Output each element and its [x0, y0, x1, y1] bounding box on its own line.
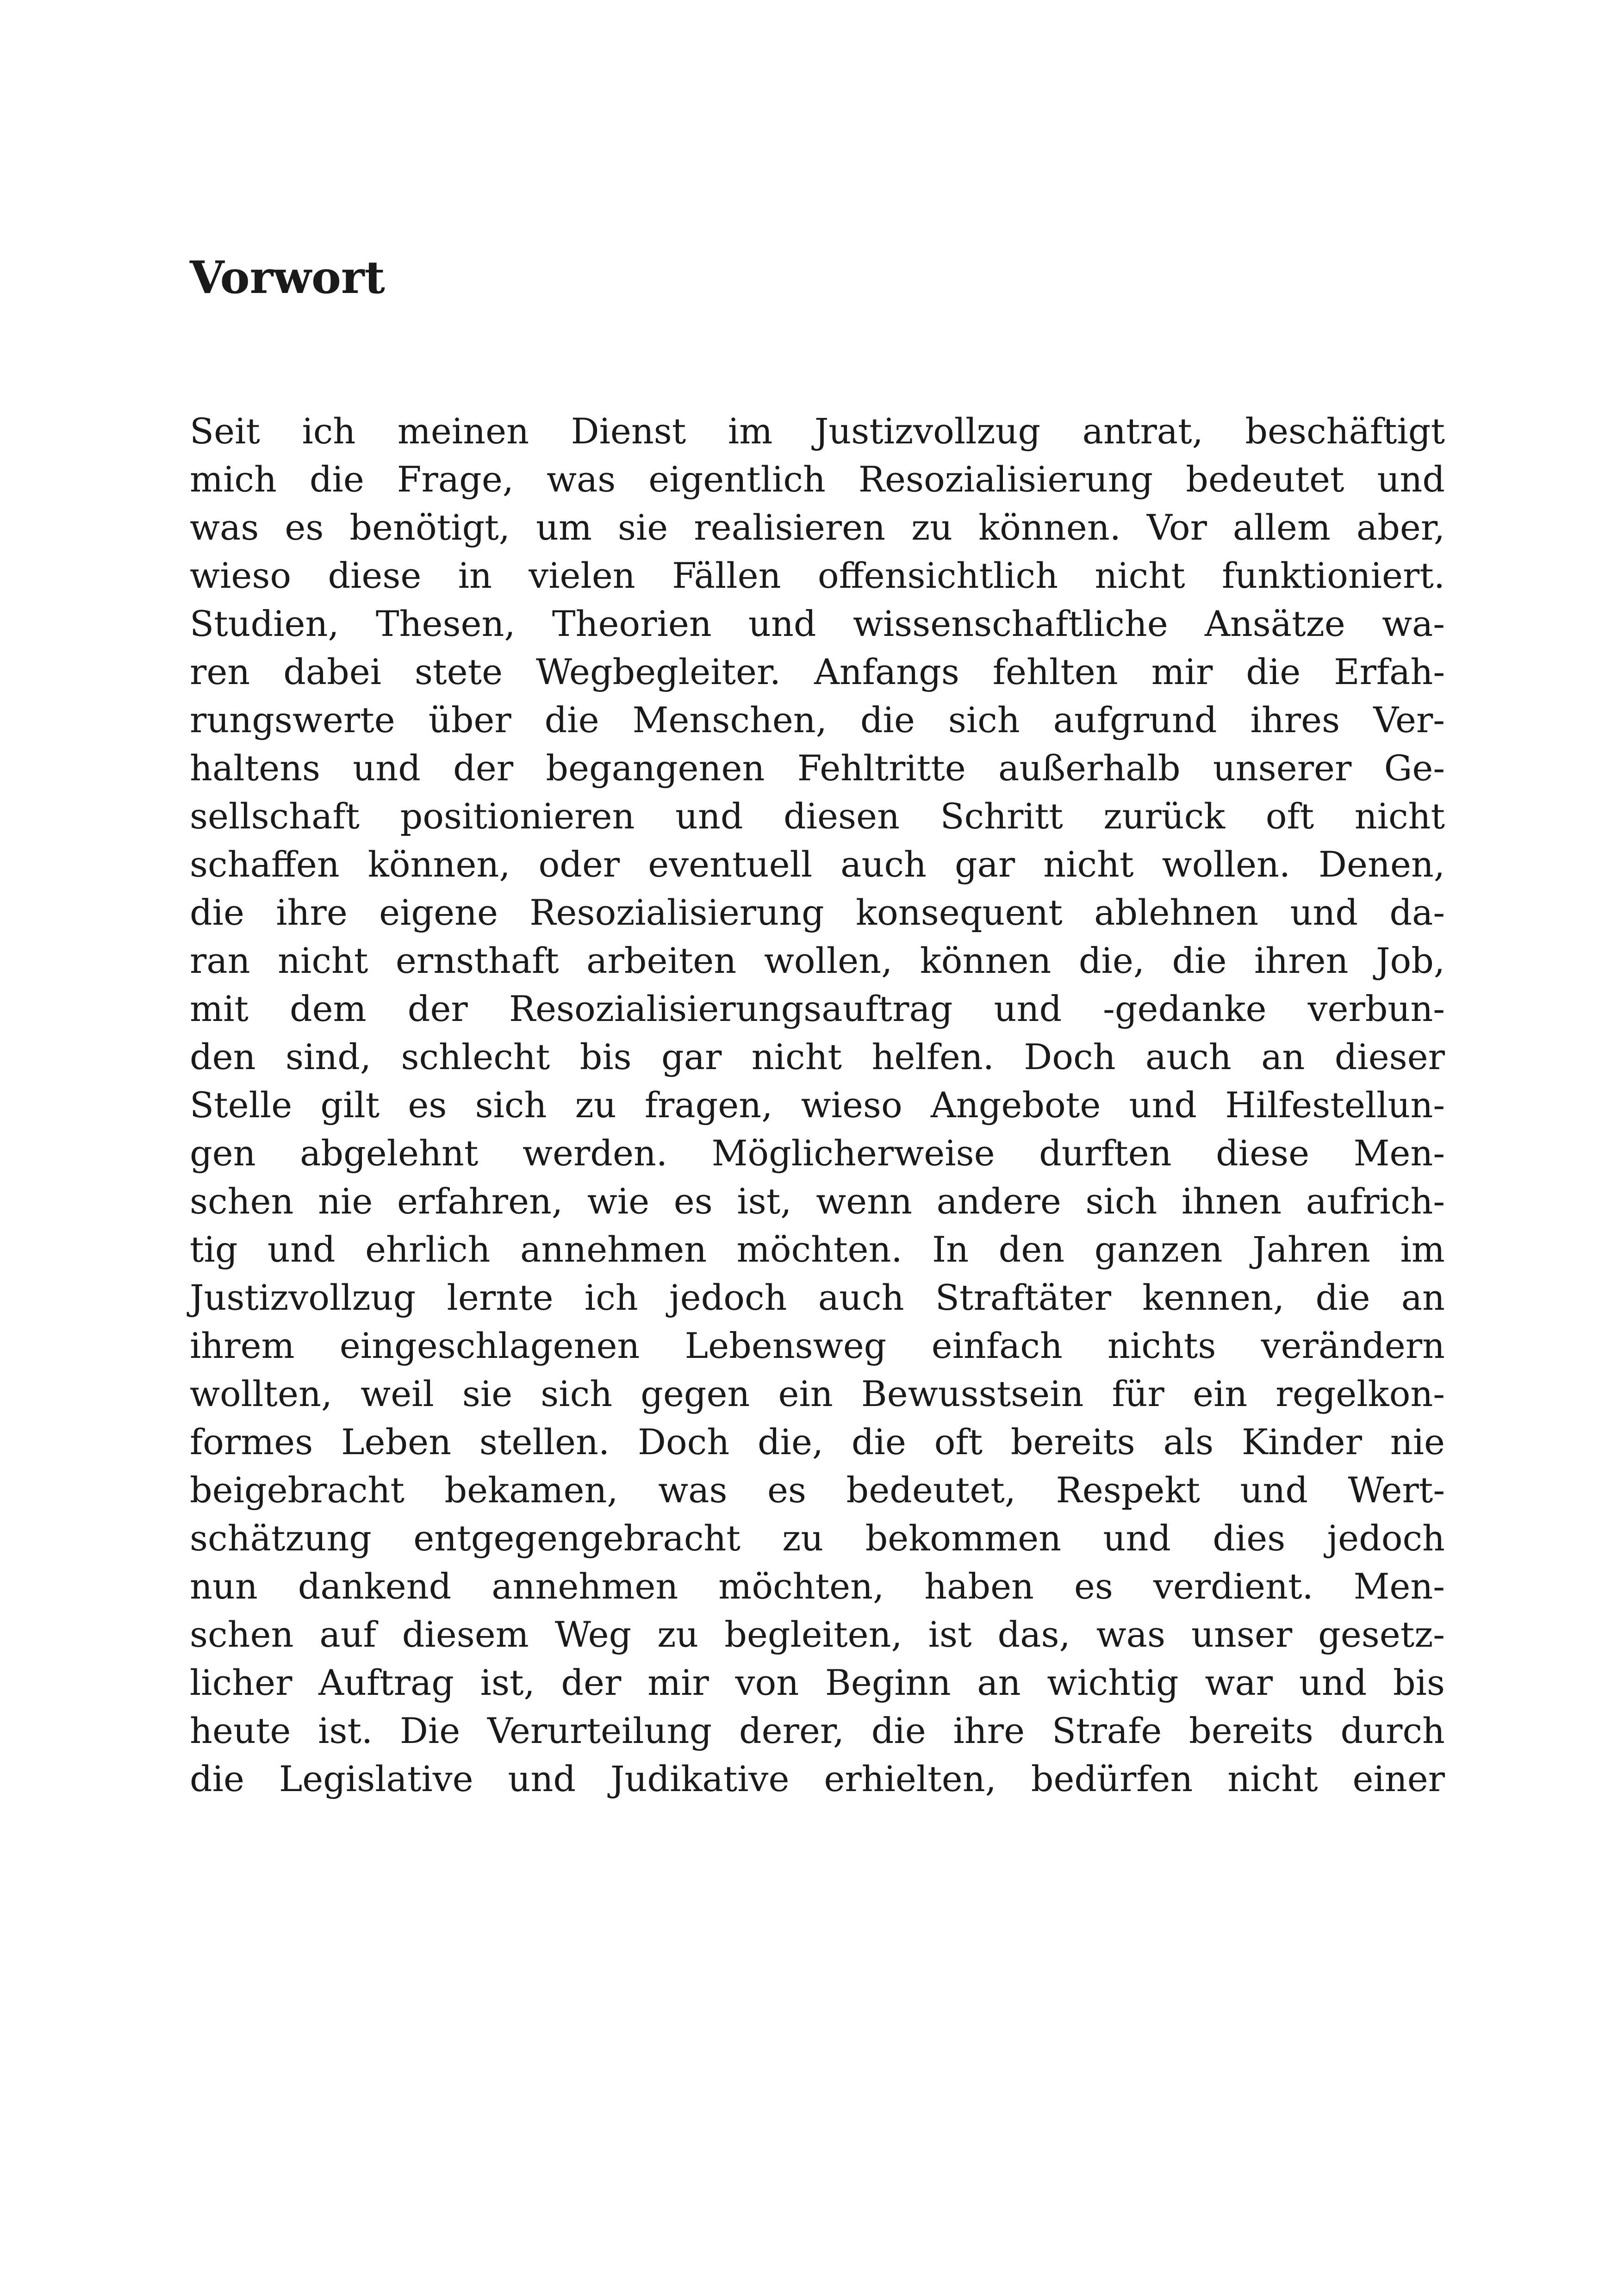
text-line: rungswerte über die Menschen, die sich aufgrund ihres Ver-	[190, 699, 1445, 740]
text-line: die Legislative und Judikative erhielten, bedürfen nicht einer	[190, 1758, 1445, 1799]
text-line: mit dem der Resozialisierungsauftrag und -gedanke verbun-	[190, 988, 1445, 1029]
text-line: beigebracht bekamen, was es bedeutet, Respekt und Wert-	[190, 1469, 1445, 1511]
text-line: sellschaft positionieren und diesen Schritt zurück oft nicht	[190, 796, 1445, 837]
text-line: ran nicht ernsthaft arbeiten wollen, können die, die ihren Job,	[190, 940, 1445, 981]
text-line: formes Leben stellen. Doch die, die oft bereits als Kinder nie	[190, 1421, 1445, 1462]
text-line: ihrem eingeschlagenen Lebensweg einfach nichts verändern	[190, 1325, 1445, 1366]
text-line: nun dankend annehmen möchten, haben es verdient. Men-	[190, 1566, 1445, 1607]
text-line: Seit ich meinen Dienst im Justizvollzug antrat, beschäftigt	[190, 411, 1445, 452]
text-line: was es benötigt, um sie realisieren zu können. Vor allem aber,	[190, 507, 1445, 548]
text-line: schen auf diesem Weg zu begleiten, ist das, was unser gesetz-	[190, 1614, 1445, 1655]
text-line: schen nie erfahren, wie es ist, wenn andere sich ihnen aufrich-	[190, 1181, 1445, 1222]
text-line: die ihre eigene Resozialisierung konsequent ablehnen und da-	[190, 892, 1445, 933]
text-line: Stelle gilt es sich zu fragen, wieso Angebote und Hilfestellun-	[190, 1084, 1445, 1126]
text-line: den sind, schlecht bis gar nicht helfen. Doch auch an dieser	[190, 1036, 1445, 1077]
text-line: tig und ehrlich annehmen möchten. In den ganzen Jahren im	[190, 1229, 1445, 1270]
text-line: wieso diese in vielen Fällen offensichtlich nicht funktioniert.	[190, 555, 1445, 596]
text-line: ren dabei stete Wegbegleiter. Anfangs fehlten mir die Erfah-	[190, 651, 1445, 692]
page-title: Vorwort	[190, 251, 385, 304]
text-line: schätzung entgegengebracht zu bekommen und dies jedoch	[190, 1518, 1445, 1559]
text-line: licher Auftrag ist, der mir von Beginn an wichtig war und bis	[190, 1662, 1445, 1703]
body-paragraph	[190, 407, 1445, 1803]
text-line: schaffen können, oder eventuell auch gar nicht wollen. Denen,	[190, 844, 1445, 885]
text-line: mich die Frage, was eigentlich Resozialisierung bedeutet und	[190, 459, 1445, 500]
text-line: heute ist. Die Verurteilung derer, die ihre Strafe bereits durch	[190, 1710, 1445, 1751]
text-line: gen abgelehnt werden. Möglicherweise durften diese Men-	[190, 1132, 1445, 1174]
text-line: haltens und der begangenen Fehltritte außerhalb unserer Ge-	[190, 747, 1445, 789]
text-line: Justizvollzug lernte ich jedoch auch Straftäter kennen, die an	[190, 1277, 1445, 1318]
text-line: wollten, weil sie sich gegen ein Bewusstsein für ein regelkon-	[190, 1373, 1445, 1414]
text-line: Studien, Thesen, Theorien und wissenschaftliche Ansätze wa-	[190, 603, 1445, 644]
